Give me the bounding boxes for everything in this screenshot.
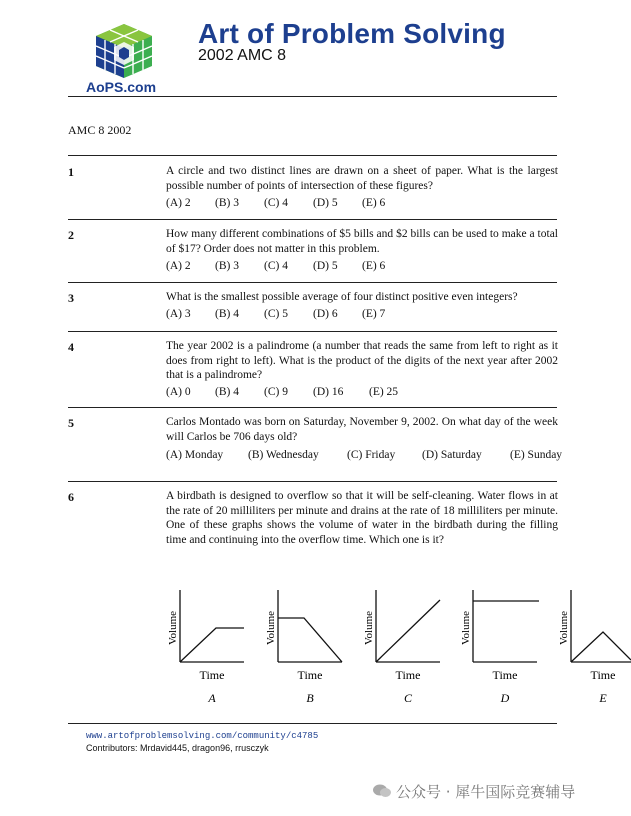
choice-b: (B) 3: [215, 260, 239, 272]
choice-a: (A) Monday: [166, 449, 224, 461]
problem-number: 2: [68, 228, 74, 242]
choice-c: (C) 4: [264, 197, 288, 209]
watermark-text: 公众号 · 犀牛国际竞赛辅导: [396, 783, 576, 801]
choice-a: (A) 3: [166, 308, 191, 320]
problem-text: A birdbath is designed to overflow so that it will be self-cleaning. Water flows in at the rate of 20 milliliters per minute and drains at the rate of 18 milliliters per minute. One of these graphs shows the volume of water in the birdbath during the filling time and continuing into the overflow time. Which one is it?: [166, 490, 558, 546]
choice-d: (D) 6: [313, 308, 338, 320]
choice-e: (E) 25: [369, 386, 399, 398]
answer-choices: [166, 449, 562, 461]
answer-choices: [166, 386, 398, 398]
graph-label: B: [306, 691, 314, 705]
graph-xlabel: Time: [297, 668, 323, 682]
problem-number: 6: [68, 490, 74, 504]
graph-label: D: [500, 691, 510, 705]
watermark: [372, 781, 575, 802]
choice-a: (A) 2: [166, 197, 191, 209]
graph-xlabel: Time: [590, 668, 616, 682]
choice-e: (E) 6: [362, 197, 386, 209]
choice-e: (E) 6: [362, 260, 386, 272]
graph-ylabel: Volume: [558, 610, 570, 646]
answer-choices: [166, 308, 385, 320]
problem-number: 4: [68, 340, 74, 354]
choice-a: (A) 0: [166, 386, 191, 398]
graph-curve: [571, 632, 631, 662]
choice-c: (C) Friday: [347, 449, 396, 461]
graph-label: E: [599, 691, 607, 705]
community-link[interactable]: www.artofproblemsolving.com/community/c4785: [86, 731, 319, 741]
problem-number: 1: [68, 165, 74, 179]
problem-divider: [68, 481, 557, 482]
problem-divider: [68, 155, 557, 156]
footer-divider: [68, 723, 557, 724]
graph-curve: [278, 618, 342, 662]
choice-d: (D) Saturday: [422, 449, 482, 461]
problem-number: 5: [68, 416, 74, 430]
choice-d: (D) 16: [313, 386, 344, 398]
graph-label: C: [403, 691, 413, 705]
brand-title: Art of Problem Solving: [198, 18, 506, 49]
graph-d: [455, 588, 547, 708]
graph-curve: [376, 600, 440, 662]
choice-d: (D) 5: [313, 260, 338, 272]
problem-text: Carlos Montado was born on Saturday, November 9, 2002. On what day of the week will Carlos be 706 days old?: [166, 416, 558, 443]
problem-divider: [68, 331, 557, 332]
wechat-icon: [372, 784, 392, 798]
problem-divider: [68, 407, 557, 408]
choice-b: (B) 3: [215, 197, 239, 209]
problem-number: 3: [68, 291, 74, 305]
graph-b: [258, 588, 350, 708]
graph-ylabel: Volume: [167, 610, 179, 646]
graph-c: [356, 588, 448, 708]
problem-text: The year 2002 is a palindrome (a number that reads the same from left to right as it does from right to left). What is the product of the digits of the next year after 2002 that is a palindrome?: [166, 340, 558, 381]
header-divider: [68, 96, 557, 97]
graph-ylabel: Volume: [363, 610, 375, 646]
contest-label: AMC 8 2002: [68, 123, 132, 137]
choice-c: (C) 5: [264, 308, 288, 320]
graph-xlabel: Time: [395, 668, 421, 682]
choice-b: (B) 4: [215, 386, 239, 398]
graph-curve: [180, 628, 244, 662]
choice-b: (B) 4: [215, 308, 239, 320]
graph-xlabel: Time: [199, 668, 225, 682]
contributors: Contributors: Mrdavid445, dragon96, rrusczyk: [86, 743, 269, 753]
choice-c: (C) 4: [264, 260, 288, 272]
choice-c: (C) 9: [264, 386, 288, 398]
aops-logo: [90, 22, 158, 80]
choice-e: (E) Sunday: [510, 449, 563, 461]
answer-choices: [166, 260, 385, 272]
problem-text: A circle and two distinct lines are drawn on a sheet of paper. What is the largest possible number of points of intersection of these figures?: [166, 165, 558, 192]
logo-text: AoPS.com: [86, 79, 157, 95]
problem-text: What is the smallest possible average of four distinct positive even integers?: [166, 291, 518, 303]
problem-divider: [68, 282, 557, 283]
graph-xlabel: Time: [492, 668, 518, 682]
graph-ylabel: Volume: [460, 610, 472, 646]
choice-d: (D) 5: [313, 197, 338, 209]
graph-e: [553, 588, 631, 708]
graph-label: A: [208, 691, 216, 705]
problem-divider: [68, 219, 557, 220]
graph-a: [160, 588, 252, 708]
page-subtitle: 2002 AMC 8: [198, 47, 287, 64]
choice-e: (E) 7: [362, 308, 386, 320]
graph-ylabel: Volume: [265, 610, 277, 646]
answer-choices: [166, 197, 385, 209]
choice-a: (A) 2: [166, 260, 191, 272]
problem-text: How many different combinations of $5 bills and $2 bills can be used to make a total of $17? Order does not matter in this problem.: [166, 228, 558, 255]
choice-b: (B) Wednesday: [248, 449, 319, 461]
